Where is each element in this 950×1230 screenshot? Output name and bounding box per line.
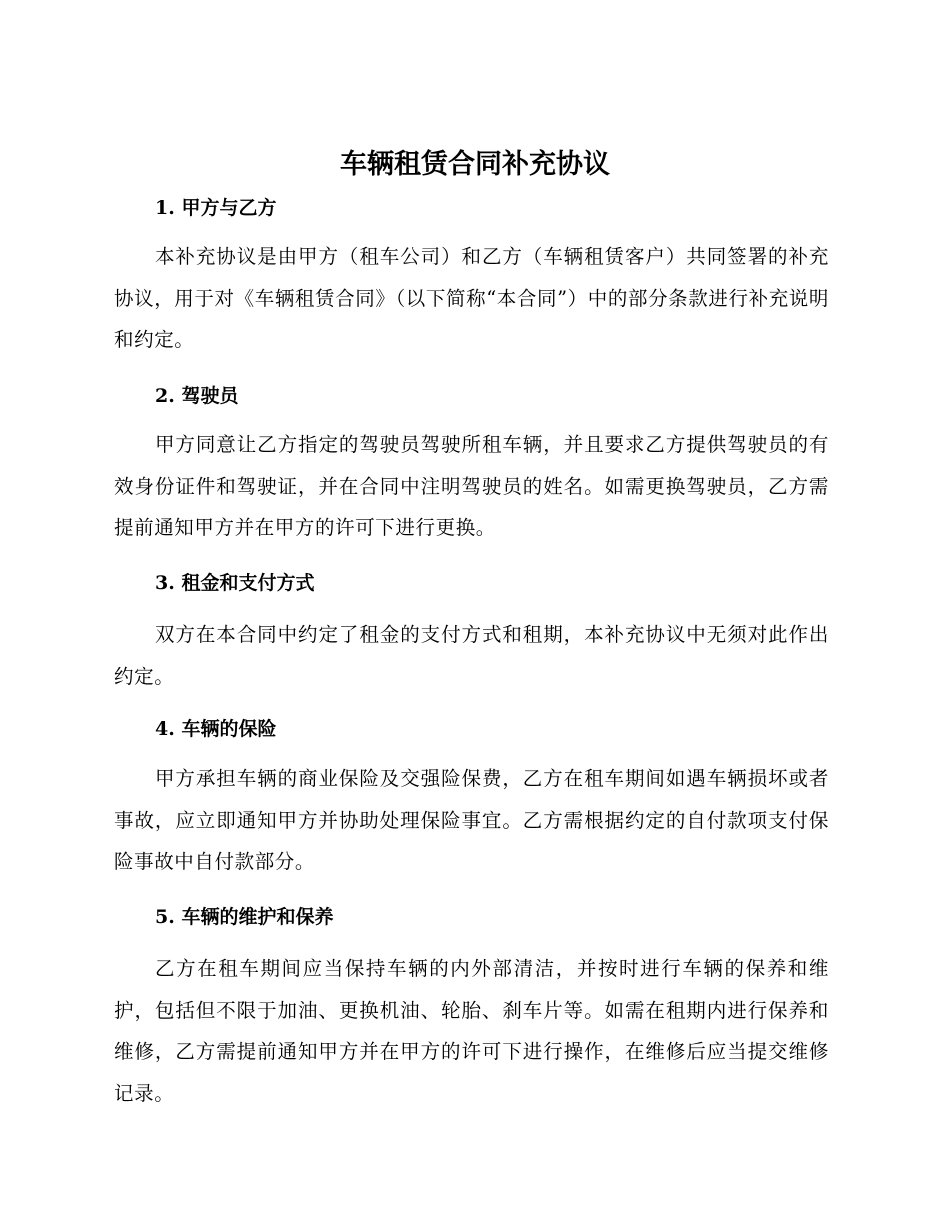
section-body-parties: 本补充协议是由甲方（租车公司）和乙方（车辆租赁客户）共同签署的补充协议，用于对《车辆租赁合同》（以下简称“本合同”）中的部分条款进行补充说明和约定。 <box>114 245 829 351</box>
section-body-maintenance: 乙方在租车期间应当保持车辆的内外部清洁，并按时进行车辆的保养和维护，包括但不限于加油、更换机油、轮胎、刹车片等。如需在租期内进行保养和维修，乙方需提前通知甲方并在甲方的许可下进行操作，在维修后应当提交维修记录。 <box>114 957 829 1105</box>
section-body-insurance: 甲方承担车辆的商业保险及交强险保费，乙方在租车期间如遇车辆损坏或者事故，应立即通知甲方并协助处理保险事宜。乙方需根据约定的自付款项支付保险事故中自付款部分。 <box>114 767 829 873</box>
section-heading-driver: 2. 驾驶员 <box>155 385 239 407</box>
document-title: 车辆租赁合同补充协议 <box>340 149 610 180</box>
section-heading-rent-payment: 3. 租金和支付方式 <box>155 572 315 594</box>
section-heading-parties: 1. 甲方与乙方 <box>155 197 277 219</box>
section-heading-maintenance: 5. 车辆的维护和保养 <box>155 906 334 928</box>
section-body-driver: 甲方同意让乙方指定的驾驶员驾驶所租车辆，并且要求乙方提供驾驶员的有效身份证件和驾驶证，并在合同中注明驾驶员的姓名。如需更换驾驶员，乙方需提前通知甲方并在甲方的许可下进行更换。 <box>114 433 829 539</box>
section-heading-insurance: 4. 车辆的保险 <box>155 718 277 740</box>
section-body-rent-payment: 双方在本合同中约定了租金的支付方式和租期，本补充协议中无须对此作出约定。 <box>114 623 829 688</box>
